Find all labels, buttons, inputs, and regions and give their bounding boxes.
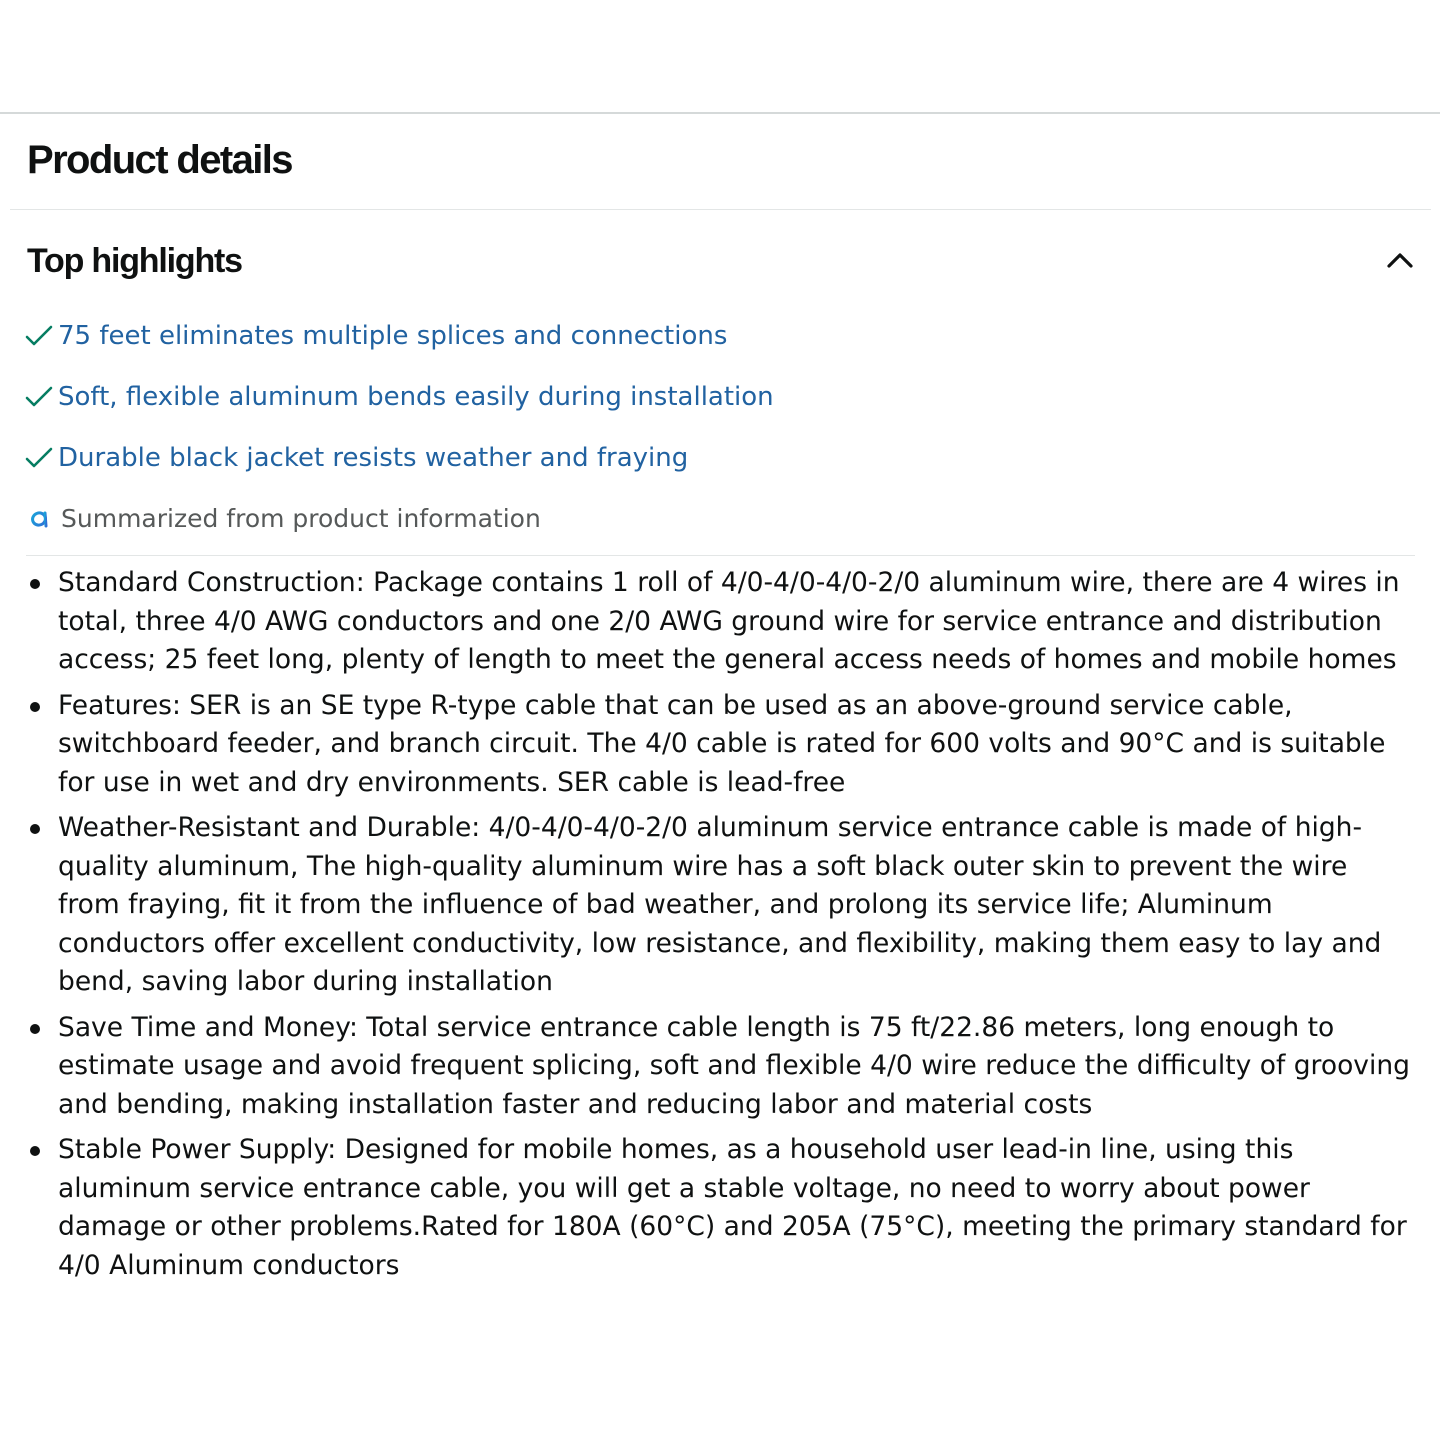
highlight-item[interactable] xyxy=(24,316,727,356)
list-item xyxy=(0,1009,1440,1125)
bullet-dot-icon xyxy=(30,702,40,712)
highlight-text[interactable]: 75 feet eliminates multiple splices and connections xyxy=(58,321,728,351)
highlight-text[interactable]: Durable black jacket resists weather and fraying xyxy=(58,443,689,473)
ai-summary-note xyxy=(28,498,541,538)
highlight-item[interactable] xyxy=(24,377,774,417)
top-highlights-title: Top highlights xyxy=(27,242,242,280)
list-item xyxy=(0,809,1440,1002)
check-icon xyxy=(24,382,54,412)
bullet-dot-icon xyxy=(30,579,40,589)
highlight-text[interactable]: Soft, flexible aluminum bends easily during installation xyxy=(58,382,774,412)
feature-bullet-list xyxy=(0,564,1440,1292)
page-title: Product details xyxy=(27,138,292,182)
top-highlights-header[interactable] xyxy=(27,236,1417,286)
highlight-item[interactable] xyxy=(24,438,688,478)
bullet-text: Save Time and Money: Total service entrance cable length is 75 ft/22.86 meters, long enough to estimate usage and avoid frequent splicing, soft and flexible 4/0 wire reduce the difficulty of grooving and bending, making installation faster and reducing labor and material costs xyxy=(58,1011,1410,1120)
bullet-dot-icon xyxy=(30,824,40,834)
bullet-dot-icon xyxy=(30,1024,40,1034)
bullet-text: Weather-Resistant and Durable: 4/0-4/0-4/0-2/0 aluminum service entrance cable is made of high-quality aluminum, The high-quality aluminum wire has a soft black outer skin to prevent the wire from fraying, fit it from the influence of bad weather, and prolong its service life; Aluminum conductors offer excellent conductivity, low resistance, and flexibility, making them easy to lay and bend, saving labor during installation xyxy=(58,812,1382,997)
summary-note-text: Summarized from product information xyxy=(61,503,541,533)
bullet-dot-icon xyxy=(30,1146,40,1156)
bullet-text: Features: SER is an SE type R-type cable that can be used as an above-ground service cable, switchboard feeder, and branch circuit. The 4/0 cable is rated for 600 volts and 90°C and is suitable for use in wet and dry environments. SER cable is lead-free xyxy=(58,689,1386,798)
chevron-up-icon[interactable] xyxy=(1383,244,1417,278)
top-divider xyxy=(0,112,1440,114)
list-item xyxy=(0,687,1440,803)
ai-sparkle-icon xyxy=(28,505,54,531)
list-divider xyxy=(26,555,1415,556)
title-divider xyxy=(10,209,1431,210)
bullet-text: Stable Power Supply: Designed for mobile homes, as a household user lead-in line, using this aluminum service entrance cable, you will get a stable voltage, no need to worry about power damage or other problems.Rated for 180A (60°C) and 205A (75°C), meeting the primary standard for 4/0 Aluminum conductors xyxy=(58,1134,1407,1281)
check-icon xyxy=(24,321,54,351)
list-item xyxy=(0,1131,1440,1285)
check-icon xyxy=(24,443,54,473)
bullet-text: Standard Construction: Package contains 1 roll of 4/0-4/0-4/0-2/0 aluminum wire, there are 4 wires in total, three 4/0 AWG conductors and one 2/0 AWG ground wire for service entrance and distribution access; 25 feet long, plenty of length to meet the general access needs of homes and mobile homes xyxy=(58,567,1400,675)
list-item xyxy=(0,564,1440,680)
